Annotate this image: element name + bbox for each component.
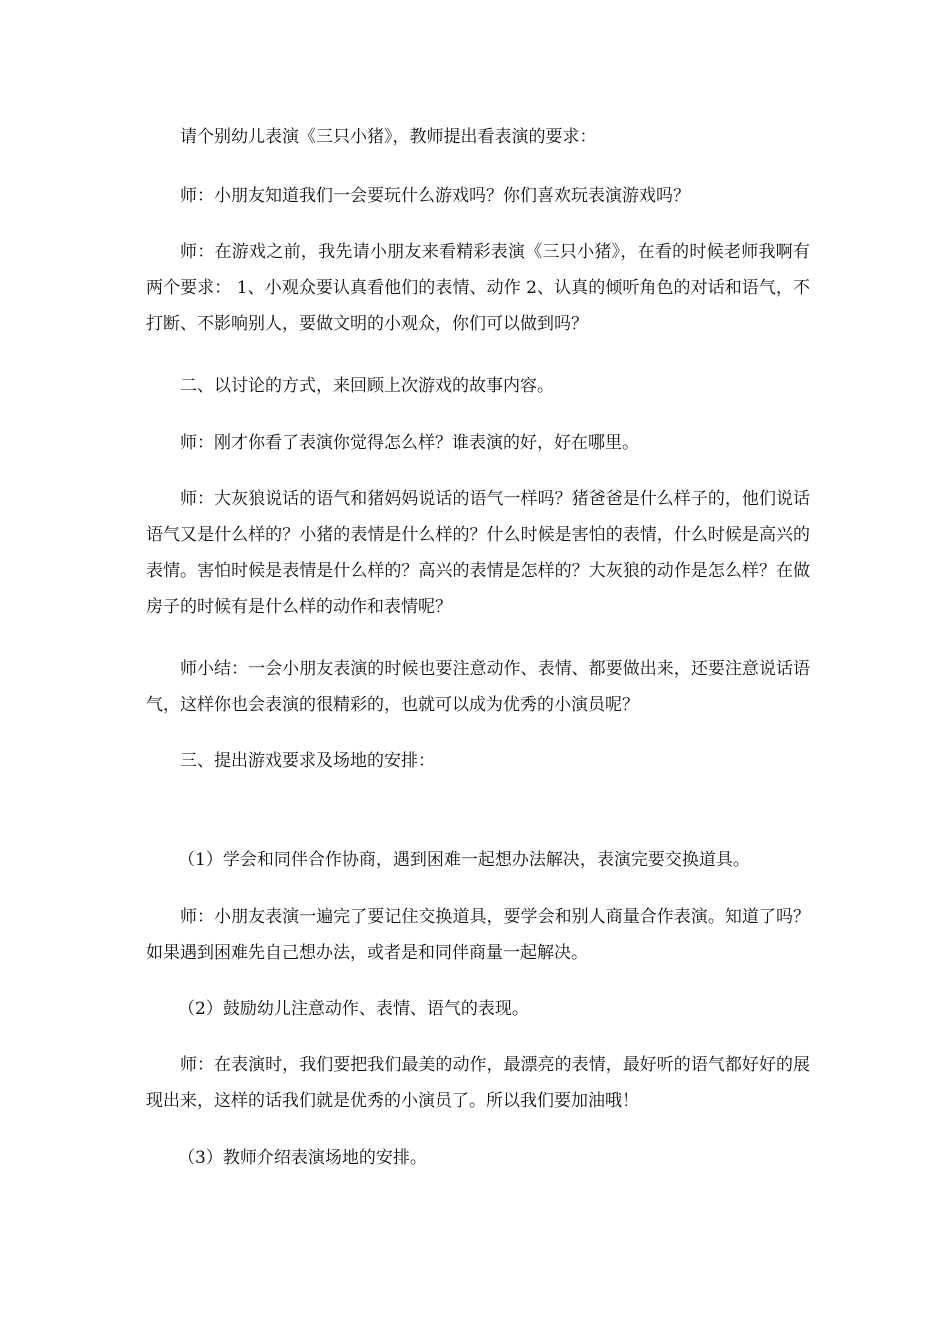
paragraph-teacher-exchange: 师：小朋友表演一遍完了要记住交换道具，要学会和别人商量合作表演。知道了吗？如果遇到困难先自己想办法，或者是和同伴商量一起解决。 (146, 907, 810, 963)
paragraph-intro: 请个别幼儿表演《三只小猪》，教师提出看表演的要求： (180, 127, 597, 147)
paragraph-teacher-discussion: 师：大灰狼说话的语气和猪妈妈说话的语气一样吗？猪爸爸是什么样子的，他们说话语气又是什么样的？小猪的表情是什么样的？什么时候是害怕的表情，什么时候是高兴的表情。害怕时候是表情是什么样的？高兴的表情是怎样的？大灰狼的动作是怎么样？在做房子的时候有是什么样的动作和表情呢？ (146, 489, 810, 617)
requirement-item-2: （2）鼓励幼儿注意动作、表情、语气的表现。 (178, 999, 529, 1019)
paragraph-teacher-question: 师：小朋友知道我们一会要玩什么游戏吗？你们喜欢玩表演游戏吗？ (180, 186, 690, 206)
section-heading-three: 三、提出游戏要求及场地的安排： (180, 751, 435, 771)
requirement-item-3: （3）教师介绍表演场地的安排。 (178, 1148, 427, 1168)
paragraph-teacher-performance: 师：在表演时，我们要把我们最美的动作，最漂亮的表情，最好听的语气都好好的展现出来，这样的话我们就是优秀的小演员了。所以我们要加油哦！ (146, 1055, 810, 1111)
section-heading-two: 二、以讨论的方式，来回顾上次游戏的故事内容。 (180, 376, 554, 396)
paragraph-teacher-review: 师：刚才你看了表演你觉得怎么样？谁表演的好，好在哪里。 (180, 433, 639, 453)
paragraph-teacher-summary: 师小结：一会小朋友表演的时候也要注意动作、表情、都要做出来，还要注意说话语气，这样你也会表演的很精彩的，也就可以成为优秀的小演员呢？ (146, 659, 810, 715)
paragraph-teacher-requirements: 师：在游戏之前，我先请小朋友来看精彩表演《三只小猪》，在看的时候老师我啊有两个要求： 1、小观众要认真看他们的表情、动作 2、认真的倾听角色的对话和语气，不打断、不影响别人，要做文明的小观众，你们可以做到吗？ (146, 242, 810, 334)
requirement-item-1: （1）学会和同伴合作协商，遇到困难一起想办法解决，表演完要交换道具。 (178, 850, 750, 870)
